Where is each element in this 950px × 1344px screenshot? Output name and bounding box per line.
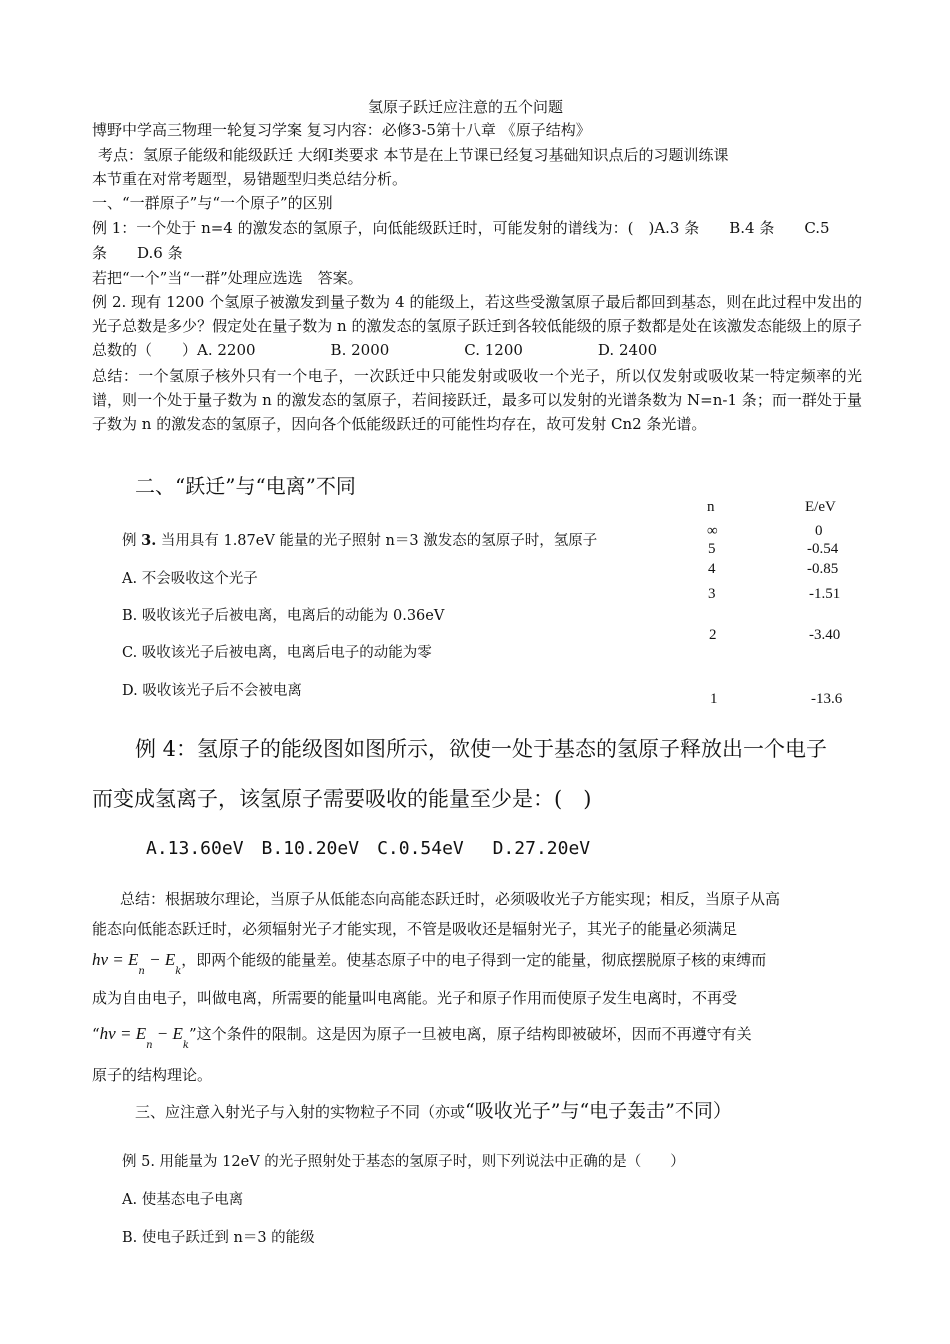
energy-level-e: -13.6 bbox=[811, 691, 843, 707]
example2: 例 2. 现有 1200 个氢原子被激发到量子数为 4 的能级上，若这些受激氢原子最后都回到基态，则在此过程中发出的光子总数是多少？假定处在量子数为 n 的激发态的氢原子跃迁到各较低能级的原子数都是处在该激发态能级上的原子总数的（ ）A. 2200 B. 2000 C. 1200 D. 2400 bbox=[92, 293, 862, 359]
summary2-line3 bbox=[92, 948, 766, 975]
formula-subscript-k: k bbox=[175, 966, 182, 977]
energy-level-n: 4 bbox=[708, 561, 716, 577]
summary2-line5-tail: ”这个条件的限制。这是因为原子一旦被电离，原子结构即被破坏，因而不再遵守有关 bbox=[188, 1025, 752, 1043]
example1-line2: 条 D.6 条 bbox=[92, 244, 183, 262]
section2-heading: 二、“跃迁”与“电离”不同 bbox=[135, 474, 356, 498]
formula-subscript-n: n bbox=[138, 966, 145, 977]
section3-heading-small: 三、应注意入射光子与入射的实物粒子不同（亦或 bbox=[135, 1103, 466, 1121]
summary2-open-quote: “ bbox=[92, 1025, 100, 1043]
example3-option-c: C. 吸收该光子后被电离，电离后电子的动能为零 bbox=[122, 645, 432, 661]
example1-note: 若把“一个”当“一群”处理应选选 答案。 bbox=[92, 269, 363, 287]
example4-line2: 而变成氢离子，该氢原子需要吸收的能量至少是：( ) bbox=[92, 787, 592, 811]
example3-option-d: D. 吸收该光子后不会被电离 bbox=[122, 683, 302, 699]
summary2-line3-tail: ，即两个能级的能量差。使基态原子中的电子得到一定的能量，彻底摆脱原子核的束缚而 bbox=[181, 951, 767, 969]
example1-line1: 例 1：一个处于 n=4 的激发态的氢原子，向低能级跃迁时，可能发射的谱线为：( )A.3 条 B.4 条 C.5 bbox=[92, 219, 830, 237]
summary2-line6: 原子的结构理论。 bbox=[92, 1066, 213, 1084]
section3-heading bbox=[135, 1096, 732, 1123]
example5-question bbox=[122, 1150, 685, 1171]
example3-number: 3. bbox=[141, 532, 157, 549]
section1-summary: 总结：一个氢原子核外只有一个电子，一次跃迁中只能发射或吸收一个光子，所以仅发射或吸收某一特定频率的光谱，则一个处于量子数为 n 的激发态的氢原子，若间接跃迁，最多可以发射的光谱条数为 N=n-1 条；而一群处于量子数为 n 的激发态的氢原子，因向各个低能级跃迁的可能性均存在，故可发射 Cn2 条光谱。 bbox=[92, 367, 862, 433]
formula-h-nu-en: hν = E bbox=[92, 950, 139, 969]
energy-col-n-header: n bbox=[707, 499, 715, 515]
energy-level-e: 0 bbox=[815, 523, 823, 539]
energy-level-n: ∞ bbox=[707, 523, 718, 539]
formula2-subscript-n: n bbox=[146, 1040, 153, 1051]
formula2-h-nu-en: hν = E bbox=[99, 1024, 147, 1043]
energy-level-e: -0.54 bbox=[807, 541, 839, 557]
example5-text: 用能量为 12eV 的光子照射处于基态的氢原子时，则下列说法中正确的是（ ） bbox=[154, 1154, 685, 1170]
energy-level-n: 2 bbox=[709, 627, 717, 643]
energy-level-n: 1 bbox=[710, 691, 718, 707]
energy-col-e-header: E/eV bbox=[805, 499, 836, 515]
example4-line1: 例 4：氢原子的能级图如图所示，欲使一处于基态的氢原子释放出一个电子 bbox=[135, 737, 828, 761]
formula2-minus-ek: − E bbox=[152, 1024, 183, 1043]
energy-level-n: 3 bbox=[708, 586, 716, 602]
section1-heading: 一、“一群原子”与“一个原子”的区别 bbox=[92, 194, 333, 212]
energy-level-e: -0.85 bbox=[807, 561, 839, 577]
example5-number: 5. bbox=[141, 1154, 155, 1170]
formula-minus-ek: − E bbox=[144, 950, 176, 969]
kaodian-line: 考点：氢原子能级和能级跃迁 大纲Ⅰ类要求 本节是在上节课已经复习基础知识点后的习题训练课 bbox=[98, 146, 729, 164]
section3-heading-big: “吸收光子”与“电子轰击”不同） bbox=[465, 1100, 732, 1122]
example3-option-b: B. 吸收该光子后被电离，电离后的动能为 0.36eV bbox=[122, 608, 445, 624]
example4-options: A.13.60eV B.10.20eV C.0.54eV D.27.20eV bbox=[146, 838, 591, 859]
example3-prefix: 例 bbox=[122, 533, 142, 549]
summary2-line5 bbox=[92, 1022, 752, 1049]
example3-text: 当用具有 1.87eV 能量的光子照射 n＝3 激发态的氢原子时，氢原子 bbox=[156, 533, 598, 549]
page-title: 氢原子跃迁应注意的五个问题 bbox=[368, 98, 564, 116]
example5-option-b: B. 使电子跃迁到 n＝3 的能级 bbox=[122, 1230, 315, 1246]
formula2-subscript-k: k bbox=[182, 1040, 189, 1051]
header-line: 博野中学高三物理一轮复习学案 复习内容：必修3-5第十八章 《原子结构》 bbox=[92, 121, 591, 139]
example3-question bbox=[122, 529, 597, 550]
summary2-line1: 总结：根据玻尔理论，当原子从低能态向高能态跃迁时，必须吸收光子方能实现；相反，当原子从高 bbox=[120, 890, 781, 908]
example3-option-a: A. 不会吸收这个光子 bbox=[122, 571, 258, 587]
summary2-line2: 能态向低能态跃迁时，必须辐射光子才能实现，不管是吸收还是辐射光子，其光子的能量必须满足 bbox=[92, 920, 738, 938]
energy-level-e: -1.51 bbox=[809, 586, 841, 602]
energy-level-e: -3.40 bbox=[809, 627, 841, 643]
energy-level-n: 5 bbox=[708, 541, 716, 557]
summary2-line4: 成为自由电子，叫做电离，所需要的能量叫电离能。光子和原子作用而使原子发生电离时，不再受 bbox=[92, 989, 738, 1007]
focus-line: 本节重在对常考题型，易错题型归类总结分析。 bbox=[92, 170, 408, 188]
example5-option-a: A. 使基态电子电离 bbox=[122, 1192, 244, 1208]
example5-prefix: 例 bbox=[122, 1154, 142, 1170]
